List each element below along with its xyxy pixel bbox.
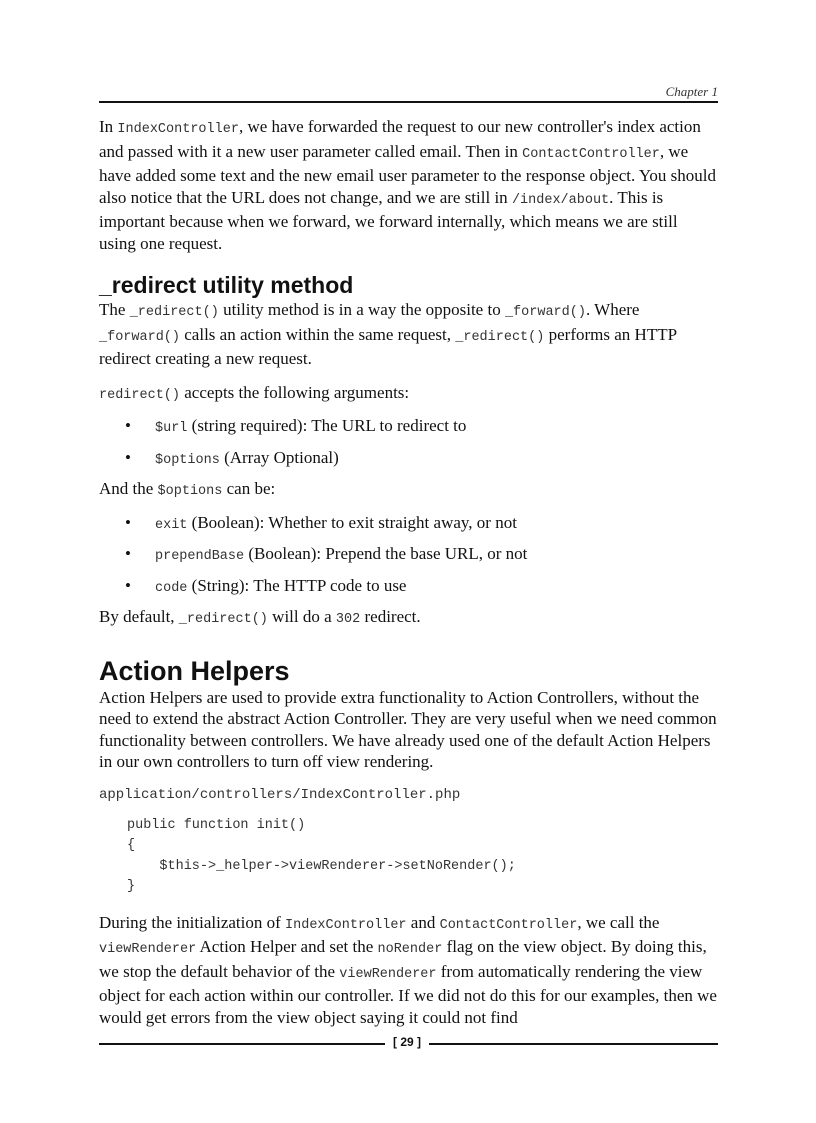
- inline-code: $url: [155, 421, 188, 436]
- bullet-icon: •: [125, 416, 131, 435]
- paragraph-redirect-default: [99, 606, 718, 631]
- paragraph-forward-summary: [99, 116, 718, 254]
- list-item: [99, 543, 718, 568]
- inline-code: $options: [157, 484, 223, 499]
- page-body: [99, 116, 718, 1028]
- inline-code: _redirect(): [178, 612, 268, 627]
- page-footer: [99, 1035, 718, 1055]
- text: Action Helper and set the: [196, 937, 378, 956]
- code-block: [127, 816, 718, 898]
- list-item: [99, 415, 718, 440]
- paragraph-redirect-intro: [99, 299, 718, 370]
- text: (string required): The URL to redirect to: [187, 416, 467, 435]
- inline-code: _forward(): [504, 305, 586, 320]
- text: And the: [99, 479, 158, 498]
- footer-rule-left: [99, 1043, 385, 1045]
- text: will do a: [267, 607, 336, 626]
- text: flag on the view object. By doing this, we stop the default behavior of the: [99, 937, 707, 981]
- code-line: public function init(): [127, 817, 306, 833]
- text: . This is important because when we forward, we forward internally, which means we are still using one request.: [99, 187, 678, 253]
- header-rule: [99, 101, 718, 103]
- options-list: [99, 512, 718, 600]
- argument-list: [99, 415, 718, 471]
- text: In: [99, 117, 118, 136]
- inline-code: exit: [155, 517, 188, 533]
- text: can be:: [222, 479, 276, 498]
- text: (Boolean): Prepend the base URL, or not: [244, 544, 528, 563]
- bullet-icon: •: [125, 512, 131, 532]
- inline-code: ContactController: [439, 917, 578, 933]
- paragraph-redirect-args: [99, 382, 718, 407]
- footer-rule-right: [429, 1043, 718, 1045]
- code-line: }: [127, 879, 136, 894]
- paragraph-options-intro: [99, 478, 718, 503]
- text: The: [99, 300, 130, 319]
- text: redirect.: [360, 607, 421, 626]
- page-number: [ 29 ]: [392, 1035, 421, 1049]
- bullet-icon: •: [125, 544, 131, 563]
- section-heading-action-helpers: Action Helpers: [99, 655, 290, 686]
- text: By default,: [99, 607, 179, 626]
- inline-code: code: [155, 580, 188, 596]
- text: and: [406, 912, 440, 932]
- inline-code: $options: [155, 452, 220, 468]
- text: (Boolean): Whether to exit straight away, or not: [187, 512, 517, 532]
- code-line: {: [127, 838, 136, 853]
- inline-code: IndexController: [117, 122, 239, 137]
- text: , we call the: [577, 912, 660, 932]
- text: calls an action within the same request,: [180, 324, 456, 344]
- paragraph-viewrenderer: [99, 912, 718, 1029]
- section-heading-redirect: _redirect utility method: [99, 272, 354, 298]
- inline-code: noRender: [377, 942, 443, 957]
- inline-code: /index/about: [511, 192, 610, 208]
- text: utility method is in a way the opposite to: [218, 300, 505, 319]
- text: , we have forwarded the request to our new controller's index action and passed with it a new user parameter called email. Then in: [99, 117, 701, 161]
- inline-code: viewRenderer: [339, 966, 437, 982]
- inline-code: _redirect(): [129, 305, 219, 320]
- chapter-header: Chapter 1: [665, 84, 718, 99]
- code-line: $this->_helper->viewRenderer->setNoRender();: [127, 858, 516, 874]
- inline-code: IndexController: [285, 917, 407, 933]
- inline-code: _redirect(): [455, 329, 545, 345]
- list-item: [99, 447, 718, 472]
- inline-code: redirect(): [99, 387, 181, 403]
- text: from automatically rendering the view object for each action within our controller. If we did not do this for our examples, then we would get errors from the view object saying it could not find: [99, 961, 717, 1027]
- inline-code: ContactController: [522, 146, 660, 162]
- inline-code: prependBase: [155, 549, 245, 564]
- text: accepts the following arguments:: [180, 382, 410, 402]
- text: During the initialization of: [99, 912, 286, 932]
- text: (Array Optional): [219, 447, 339, 467]
- bullet-icon: •: [125, 575, 131, 595]
- list-item: [99, 512, 718, 537]
- text: . Where: [585, 300, 640, 319]
- inline-code: _forward(): [99, 329, 181, 345]
- inline-code: viewRenderer: [99, 942, 197, 957]
- text: (String): The HTTP code to use: [187, 575, 407, 595]
- text: , we have added some text and the new email user parameter to the response object. You should also notice that the URL does not change, and we are still in: [99, 141, 717, 207]
- text: performs an HTTP redirect creating a new request.: [99, 324, 677, 368]
- code-file-path: application/controllers/IndexController.php: [99, 786, 461, 803]
- bullet-icon: •: [125, 447, 131, 467]
- paragraph-action-helpers-intro: Action Helpers are used to provide extra functionality to Action Controllers, without the need to extend the abstract Action Controller. They are very useful when we need common functionality between controllers. We have already used one of the default Action Helpers in our own controllers to turn off view rendering.: [99, 687, 717, 771]
- list-item: [99, 575, 718, 600]
- inline-code: 302: [335, 612, 361, 627]
